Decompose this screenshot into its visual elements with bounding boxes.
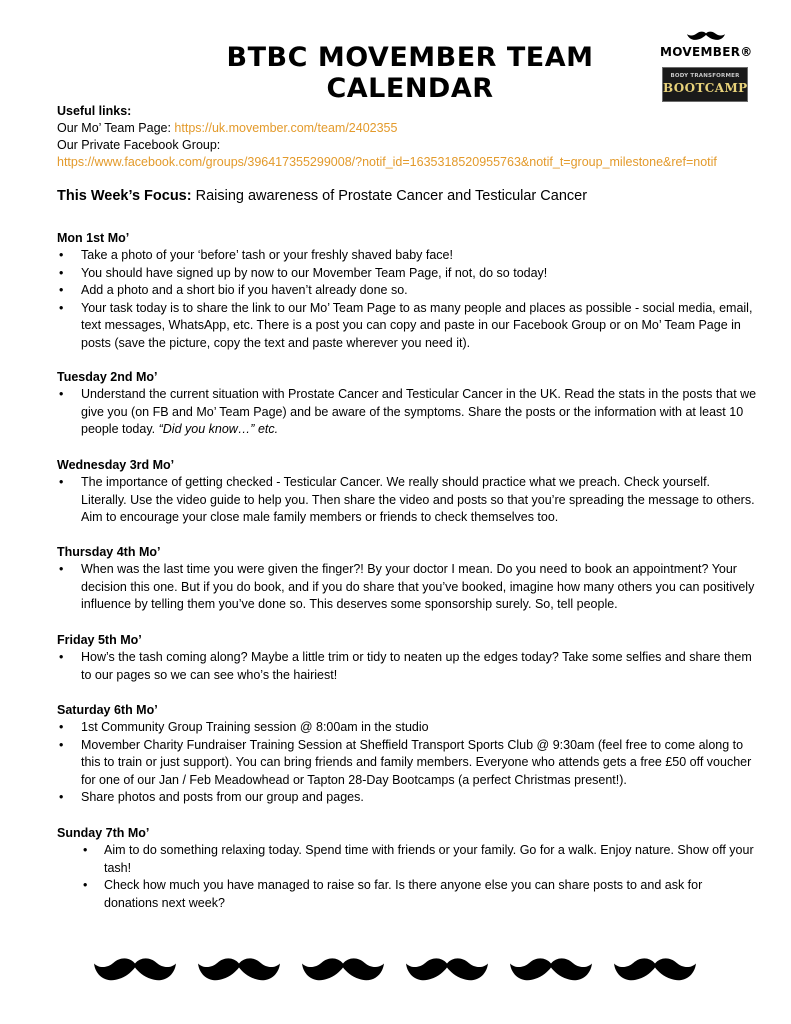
bullet-list-sunday (57, 842, 757, 912)
mustache-icon (198, 955, 280, 985)
weekly-focus (57, 188, 757, 204)
day-title-monday: Mon 1st Mo’ (57, 231, 130, 245)
day-title-sunday: Sunday 7th Mo’ (57, 826, 150, 840)
bullet-list-wednesday (57, 474, 757, 527)
list-item-emphasis: “Did you know…” etc. (158, 422, 279, 436)
logo-wordmark: MOVEMBER® (660, 45, 753, 59)
movember-bootcamp-logo (660, 30, 752, 104)
day-section-wednesday (57, 457, 757, 527)
list-item (57, 386, 757, 439)
list-item: • 1st Community Group Training session @ 8:00am in the studio (57, 719, 757, 737)
list-item: • Your task today is to share the link to our Mo’ Team Page to as many people and places as possible - social media, email, text messages, WhatsApp, etc. There is a post you can copy and paste in our Facebook Group or on Mo’ Team Page in posts (save the picture, copy the text and paste wherever you need it). (57, 300, 757, 353)
badge-subtitle: BODY TRANSFORMER (670, 73, 740, 79)
footer-mustache-row (94, 955, 714, 985)
list-item: • The importance of getting checked - Testicular Cancer. We really should practice what we preach. Check yourself. Literally. Use the video guide to help you. Then share the video and posts so that you’re spreading the message to others. Aim to encourage your close male family members or friends to check themselves too. (57, 474, 757, 527)
mustache-icon (510, 955, 592, 985)
focus-label: This Week’s Focus: (57, 188, 192, 204)
mustache-icon (406, 955, 488, 985)
bullet-list-saturday (57, 719, 757, 807)
list-item: • Share photos and posts from our group and pages. (57, 789, 757, 807)
list-item: • Aim to do something relaxing today. Spend time with friends or your family. Go for a walk. Enjoy nature. Show off your tash! (57, 842, 757, 877)
bullet-list-thursday (57, 561, 757, 614)
day-title-friday: Friday 5th Mo’ (57, 633, 142, 647)
day-section-friday (57, 632, 757, 684)
list-item-text: Understand the current situation with Prostate Cancer and Testicular Cancer in the UK. Read the stats in the posts that we give you (on FB and Mo’ Team Page) and be aware of the symptoms. Share the posts or the information with at least 10 people today. (81, 387, 757, 436)
bullet-list-friday (57, 649, 757, 684)
day-title-thursday: Thursday 4th Mo’ (57, 545, 161, 559)
list-item: • You should have signed up by now to our Movember Team Page, if not, do so today! (57, 265, 757, 283)
mustache-icon (614, 955, 696, 985)
bullet-list-tuesday (57, 386, 757, 439)
day-section-monday (57, 230, 757, 352)
list-item: • When was the last time you were given the finger?! By your doctor I mean. Do you need to book an appointment? Your decision this one. But if you do book, and if you do share that you’ve booked, imagine how many others you can positively influence by telling them you’ve done so. This deserves some sponsorship surely. So, tell people. (57, 561, 757, 614)
day-section-thursday (57, 544, 757, 614)
team-page-link[interactable]: https://uk.movember.com/team/2402355 (174, 121, 398, 135)
day-section-tuesday (57, 369, 757, 439)
list-item: • Check how much you have managed to raise so far. Is there anyone else you can share posts to and ask for donations next week? (57, 877, 757, 912)
day-title-saturday: Saturday 6th Mo’ (57, 703, 158, 717)
useful-links-section (57, 103, 757, 171)
list-item: • Movember Charity Fundraiser Training Session at Sheffield Transport Sports Club @ 9:30am (feel free to come along to this to train or just support). You can bring friends and family members. Everyone who attends gets a free £50 off voucher for one of our Jan / Feb Meadowhead or Tapton 28-Day Bootcamps (a perfect Christmas present!). (57, 737, 757, 790)
mustache-icon (94, 955, 176, 985)
team-page-line (57, 120, 757, 137)
focus-text: Raising awareness of Prostate Cancer and Testicular Cancer (191, 188, 588, 204)
facebook-group-link[interactable]: https://www.facebook.com/groups/396417355299008/?notif_id=1635318520955763&notif_t=group_milestone&ref=notif (57, 155, 717, 169)
day-section-saturday (57, 702, 757, 807)
team-page-label: Our Mo’ Team Page: (57, 121, 175, 135)
facebook-group-label: Our Private Facebook Group: (57, 138, 221, 152)
list-item: • Add a photo and a short bio if you haven’t already done so. (57, 282, 757, 300)
list-item: • How’s the tash coming along? Maybe a little trim or tidy to neaten up the edges today? Take some selfies and share them to our pages so we can see who’s the hairiest! (57, 649, 757, 684)
bullet-list-monday (57, 247, 757, 352)
badge-title: BOOTCAMP (663, 81, 748, 95)
mustache-icon (687, 30, 725, 42)
useful-links-heading: Useful links: (57, 104, 132, 118)
mustache-icon (302, 955, 384, 985)
day-title-wednesday: Wednesday 3rd Mo’ (57, 458, 175, 472)
list-item: • Take a photo of your ‘before’ tash or your freshly shaved baby face! (57, 247, 757, 265)
bootcamp-badge (662, 67, 748, 102)
page-title: BTBC MOVEMBER TEAM CALENDAR (226, 42, 594, 104)
day-title-tuesday: Tuesday 2nd Mo’ (57, 370, 158, 384)
day-section-sunday (57, 825, 757, 912)
